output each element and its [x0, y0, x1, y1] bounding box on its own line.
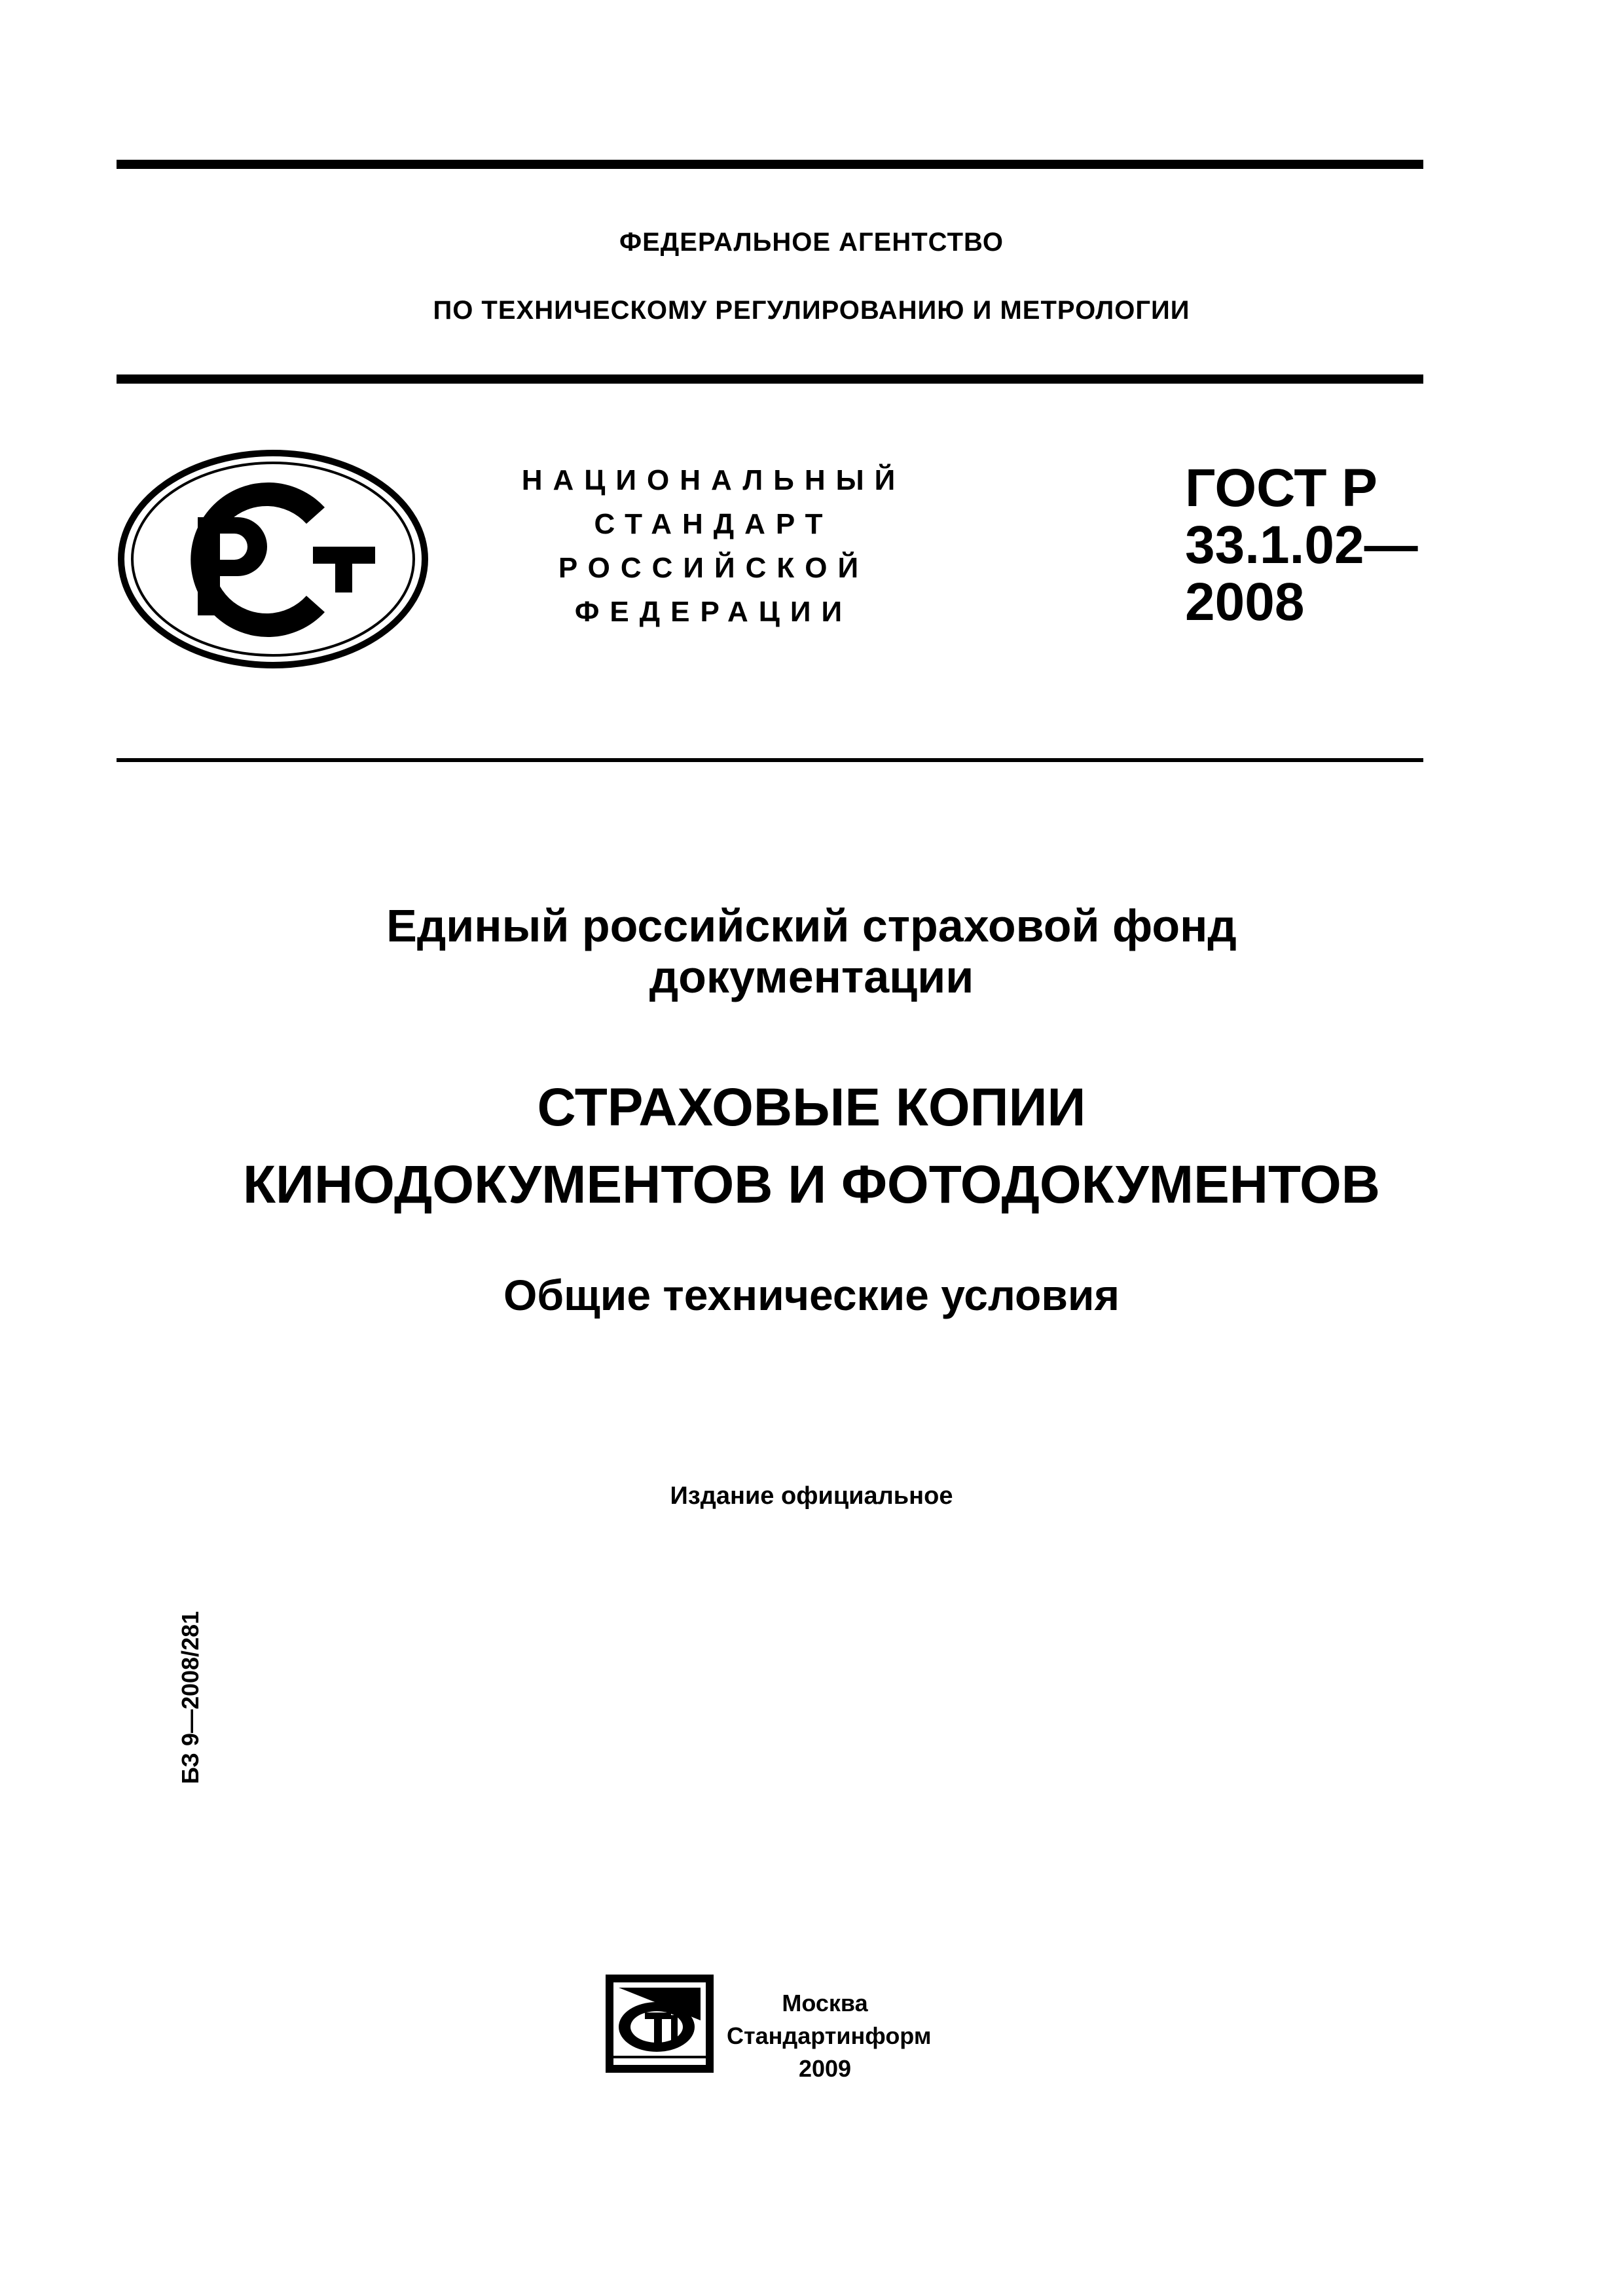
series-title-line-2: документации — [649, 951, 974, 1002]
agency-line-2: ПО ТЕХНИЧЕСКОМУ РЕГУЛИРОВАНИЮ И МЕТРОЛОГИИ — [433, 296, 1190, 325]
gost-line-3: 2008 — [1185, 572, 1305, 632]
national-line-1: НАЦИОНАЛЬНЫЙ — [521, 464, 906, 496]
gost-number — [1185, 460, 1418, 630]
gost-line-1: ГОСТ Р — [1185, 458, 1377, 518]
agency-line-1: ФЕДЕРАЛЬНОЕ АГЕНТСТВО — [619, 228, 1004, 257]
top-rule — [117, 160, 1423, 169]
rst-logo-icon — [117, 448, 429, 670]
publisher-year: 2009 — [798, 2055, 852, 2082]
edition-label: Издание официальное — [670, 1482, 953, 1510]
publisher-info — [727, 1987, 932, 2085]
side-code: БЗ 9—2008/281 — [177, 1611, 204, 1784]
standard-block-rule — [117, 758, 1423, 762]
standartinform-logo-icon — [606, 1975, 714, 2073]
national-line-4: ФЕДЕРАЦИИ — [574, 596, 853, 628]
main-title-line-1: СТРАХОВЫЕ КОПИИ — [537, 1078, 1086, 1137]
gost-line-2: 33.1.02— — [1185, 515, 1418, 575]
header-bottom-rule — [117, 374, 1423, 384]
main-title-line-2: КИНОДОКУМЕНТОВ И ФОТОДОКУМЕНТОВ — [242, 1155, 1381, 1214]
national-line-2: СТАНДАРТ — [594, 508, 833, 540]
subtitle: Общие технические условия — [503, 1271, 1120, 1319]
national-line-3: РОССИЙСКОЙ — [558, 552, 869, 584]
publisher-city: Москва — [782, 1990, 868, 2016]
series-title-line-1: Единый российский страховой фонд — [386, 900, 1237, 951]
publisher-name: Стандартинформ — [727, 2022, 932, 2049]
national-standard-label — [458, 458, 969, 634]
